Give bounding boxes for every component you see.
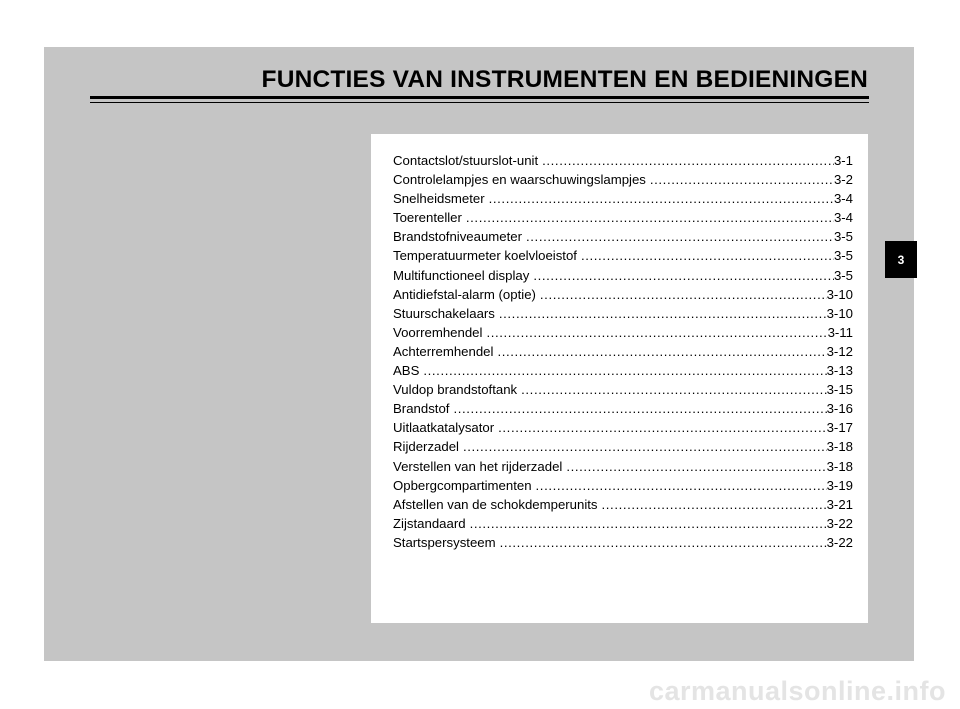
- toc-entry-page: 3-17: [826, 420, 853, 436]
- title-underline-thick: [90, 96, 869, 99]
- toc-entry[interactable]: [393, 516, 853, 535]
- toc-dot-leader: [489, 191, 834, 206]
- toc-entry-title: Multifunctioneel display: [393, 267, 530, 283]
- toc-dot-leader: [453, 401, 826, 416]
- toc-entry-page: 3-4: [833, 210, 853, 226]
- toc-entry[interactable]: [393, 268, 853, 287]
- toc-entry-title: Controlelampjes en waarschuwingslampjes: [393, 172, 646, 188]
- toc-entry[interactable]: [393, 248, 853, 267]
- toc-entry-page: 3-10: [826, 286, 853, 302]
- toc-dot-leader: [466, 210, 834, 225]
- toc-entry[interactable]: [393, 478, 853, 497]
- toc-entry-page: 3-10: [826, 305, 853, 321]
- toc-entry-title: Rijderzadel: [393, 439, 459, 455]
- toc-entry[interactable]: [393, 172, 853, 191]
- toc-entry-title: Toerenteller: [393, 210, 462, 226]
- toc-entry-title: Verstellen van het rijderzadel: [393, 458, 563, 474]
- toc-entry-title: Stuurschakelaars: [393, 305, 495, 321]
- toc-entry-title: Snelheidsmeter: [393, 191, 485, 207]
- toc-dot-leader: [498, 420, 826, 435]
- toc-entry-title: Vuldop brandstoftank: [393, 382, 518, 398]
- toc-entry[interactable]: [393, 401, 853, 420]
- toc-entry-page: 3-5: [833, 267, 853, 283]
- toc-entry[interactable]: [393, 497, 853, 516]
- toc-entry-page: 3-2: [833, 172, 853, 188]
- toc-entry[interactable]: [393, 325, 853, 344]
- toc-dot-leader: [526, 229, 834, 244]
- toc-entry-title: Uitlaatkatalysator: [393, 420, 495, 436]
- toc-entry-page: 3-13: [826, 363, 853, 379]
- toc-entry-page: 3-19: [826, 477, 853, 493]
- toc-entry-page: 3-22: [826, 534, 853, 550]
- toc-entry[interactable]: [393, 459, 853, 478]
- title-underline-thin: [90, 102, 869, 103]
- toc-dot-leader: [581, 248, 834, 263]
- toc-entry-title: Startspersysteem: [393, 534, 496, 550]
- toc-entry-page: 3-22: [826, 515, 853, 531]
- toc-entry[interactable]: [393, 153, 853, 172]
- toc-dot-leader: [486, 325, 827, 340]
- toc-entry[interactable]: [393, 382, 853, 401]
- toc-dot-leader: [423, 363, 826, 378]
- toc-entry[interactable]: [393, 535, 853, 554]
- toc-entry-page: 3-11: [827, 324, 853, 340]
- toc-dot-leader: [499, 306, 827, 321]
- chapter-tab[interactable]: [885, 241, 917, 278]
- toc-entry-title: Zijstandaard: [393, 515, 466, 531]
- toc-entry-title: Contactslot/stuurslot-unit: [393, 153, 539, 168]
- toc-entry-page: 3-5: [833, 248, 853, 264]
- toc-entry-page: 3-5: [833, 229, 853, 245]
- toc-entry-title: Brandstof: [393, 401, 450, 417]
- chapter-tab-label: 3: [897, 252, 905, 267]
- toc-entry-title: Brandstofniveaumeter: [393, 229, 523, 245]
- toc-entry[interactable]: [393, 229, 853, 248]
- toc-entry-title: Opbergcompartimenten: [393, 477, 532, 493]
- toc-entry-page: 3-4: [833, 191, 853, 207]
- toc-entry[interactable]: [393, 439, 853, 458]
- toc-dot-leader: [533, 268, 834, 283]
- toc-dot-leader: [500, 535, 827, 550]
- toc-dot-leader: [540, 287, 827, 302]
- toc-dot-leader: [463, 439, 827, 454]
- toc-entry-page: 3-15: [826, 382, 853, 398]
- toc-entry-page: 3-1: [833, 153, 853, 168]
- toc-entry[interactable]: [393, 306, 853, 325]
- toc-entry-page: 3-16: [826, 401, 853, 417]
- toc-entry[interactable]: [393, 210, 853, 229]
- toc-entry-title: Afstellen van de schokdemperunits: [393, 496, 598, 512]
- toc-entry-page: 3-18: [826, 439, 853, 455]
- toc-dot-leader: [470, 516, 827, 531]
- toc-dot-leader: [602, 497, 827, 512]
- page-title: FUNCTIES VAN INSTRUMENTEN EN BEDIENINGEN: [261, 66, 868, 93]
- toc-entry-page: 3-18: [826, 458, 853, 474]
- toc-dot-leader: [542, 153, 834, 168]
- toc-dot-leader: [566, 459, 826, 474]
- toc-dot-leader: [536, 478, 827, 493]
- toc-entry-page: 3-12: [826, 343, 853, 359]
- toc-dot-leader: [650, 172, 834, 187]
- toc-entry[interactable]: [393, 363, 853, 382]
- toc-entry[interactable]: [393, 344, 853, 363]
- toc-entry-title: Voorremhendel: [393, 324, 483, 340]
- toc-entry-title: ABS: [393, 363, 420, 379]
- toc-entry-title: Temperatuurmeter koelvloeistof: [393, 248, 577, 264]
- toc-entry-title: Antidiefstal-alarm (optie): [393, 286, 536, 302]
- toc-entry[interactable]: [393, 287, 853, 306]
- toc-dot-leader: [497, 344, 826, 359]
- toc-entry-title: Achterremhendel: [393, 343, 494, 359]
- table-of-contents-box: [371, 134, 868, 623]
- watermark-text: carmanualsonline.info: [648, 676, 946, 706]
- toc-entry[interactable]: [393, 191, 853, 210]
- toc-entry-page: 3-21: [826, 496, 853, 512]
- table-of-contents-list: [393, 153, 853, 554]
- toc-dot-leader: [521, 382, 826, 397]
- toc-entry[interactable]: [393, 420, 853, 439]
